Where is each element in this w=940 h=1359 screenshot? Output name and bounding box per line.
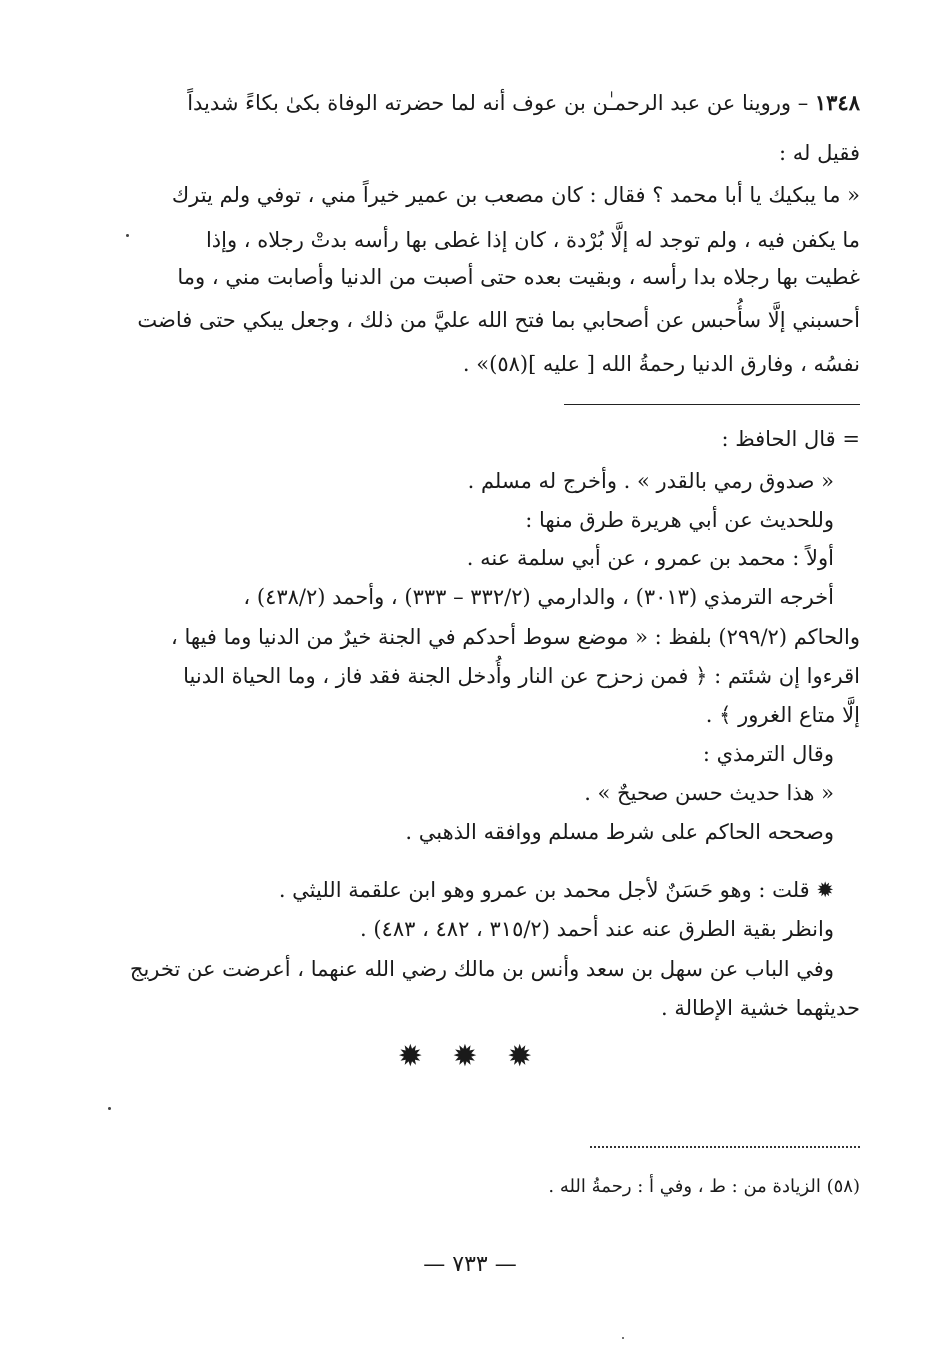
commentary-line: « صدوق رمي بالقدر » . وأخرج له مسلم . [467, 469, 834, 493]
commentary-line: والحاكم (٢٩٩/٢) بلفظ : « موضع سوط أحدكم في الجنة خيرٌ من الدنيا وما فيها ، [170, 625, 860, 649]
hadith-quote-line-2: ما يكفن فيه ، ولم توجد له إلَّا بُرْدة ، كان إذا غطى بها رأسه بدتْ رجلاه ، وإذا [205, 228, 860, 252]
commentary-line: حديثهما خشية الإطالة . [661, 996, 860, 1020]
hadith-intro-line-2: فقيل له : [779, 141, 860, 165]
page-number: — ٧٣٣ — [423, 1252, 517, 1277]
commentary-line: وفي الباب عن سهل بن سعد وأنس بن مالك رضي الله عنهما ، أعرضت عن تخريج [129, 957, 834, 981]
scan-speck [108, 1107, 111, 1110]
hadith-intro-text: – وروينا عن عبد الرحمـٰن بن عوف أنه لما حضرته الوفاة بكىٰ بكاءً شديداً [187, 91, 815, 115]
hadith-quote-line-1: « ما يبكيك يا أبا محمد ؟ فقال : كان مصعب بن عمير خيراً مني ، توفي ولم يترك [171, 183, 860, 207]
commentary-line: أخرجه الترمذي (٣٠١٣) ، والدارمي (٣٣٢/٢ – ٣٣٣) ، وأحمد (٤٣٨/٢) ، [243, 585, 834, 609]
commentary-line: « هذا حديث حسن صحيحٌ » . [584, 781, 834, 805]
commentary-line: ✹ قلت : وهو حَسَنٌ لأجل محمد بن عمرو وهو ابن علقمة الليثي . [278, 878, 834, 902]
hadith-number: ١٣٤٨ [814, 90, 860, 115]
footnote-divider [564, 404, 860, 405]
commentary-line: اقرءوا إن شئتم : ﴿ فمن زحزح عن النار وأُدخل الجنة فقد فاز ، وما الحياة الدنيا [183, 664, 860, 688]
commentary-line: وانظر بقية الطرق عنه عند أحمد (٣١٥/٢ ، ٤٨٢ ، ٤٨٣) . [360, 917, 834, 941]
hadith-quote-line-4: أحسبني إلَّا سأُحبس عن أصحابي بما فتح الله عليَّ من ذلك ، وجعل يبكي حتى فاضت [137, 308, 860, 332]
commentary-line: إلَّا متاع الغرور ﴾ . [705, 703, 860, 727]
scan-speck [622, 1337, 624, 1339]
commentary-line: = قال الحافظ : [721, 427, 860, 451]
commentary-line: أولاً : محمد بن عمرو ، عن أبي سلمة عنه . [466, 546, 834, 570]
commentary-line: وقال الترمذي : [702, 742, 834, 766]
footnote-dotted-rule [590, 1146, 860, 1148]
section-separator: ✹ ✹ ✹ [397, 1039, 543, 1074]
commentary-line: وللحديث عن أبي هريرة طرق منها : [525, 508, 834, 532]
footnote: (٥٨) الزيادة من : ط ، وفي أ : رحمةُ الله . [548, 1176, 860, 1197]
hadith-quote-line-3: غطيت بها رجلاه بدا رأسه ، وبقيت بعده حتى أصبت من الدنيا وأصابت مني ، وما [177, 265, 860, 289]
commentary-line: وصححه الحاكم على شرط مسلم ووافقه الذهبي . [405, 820, 834, 844]
scan-speck [126, 234, 129, 237]
hadith-intro-line-1 [160, 88, 860, 118]
hadith-quote-line-5: نفسُه ، وفارق الدنيا رحمةُ الله [ عليه ](٥٨)» . [462, 352, 860, 376]
